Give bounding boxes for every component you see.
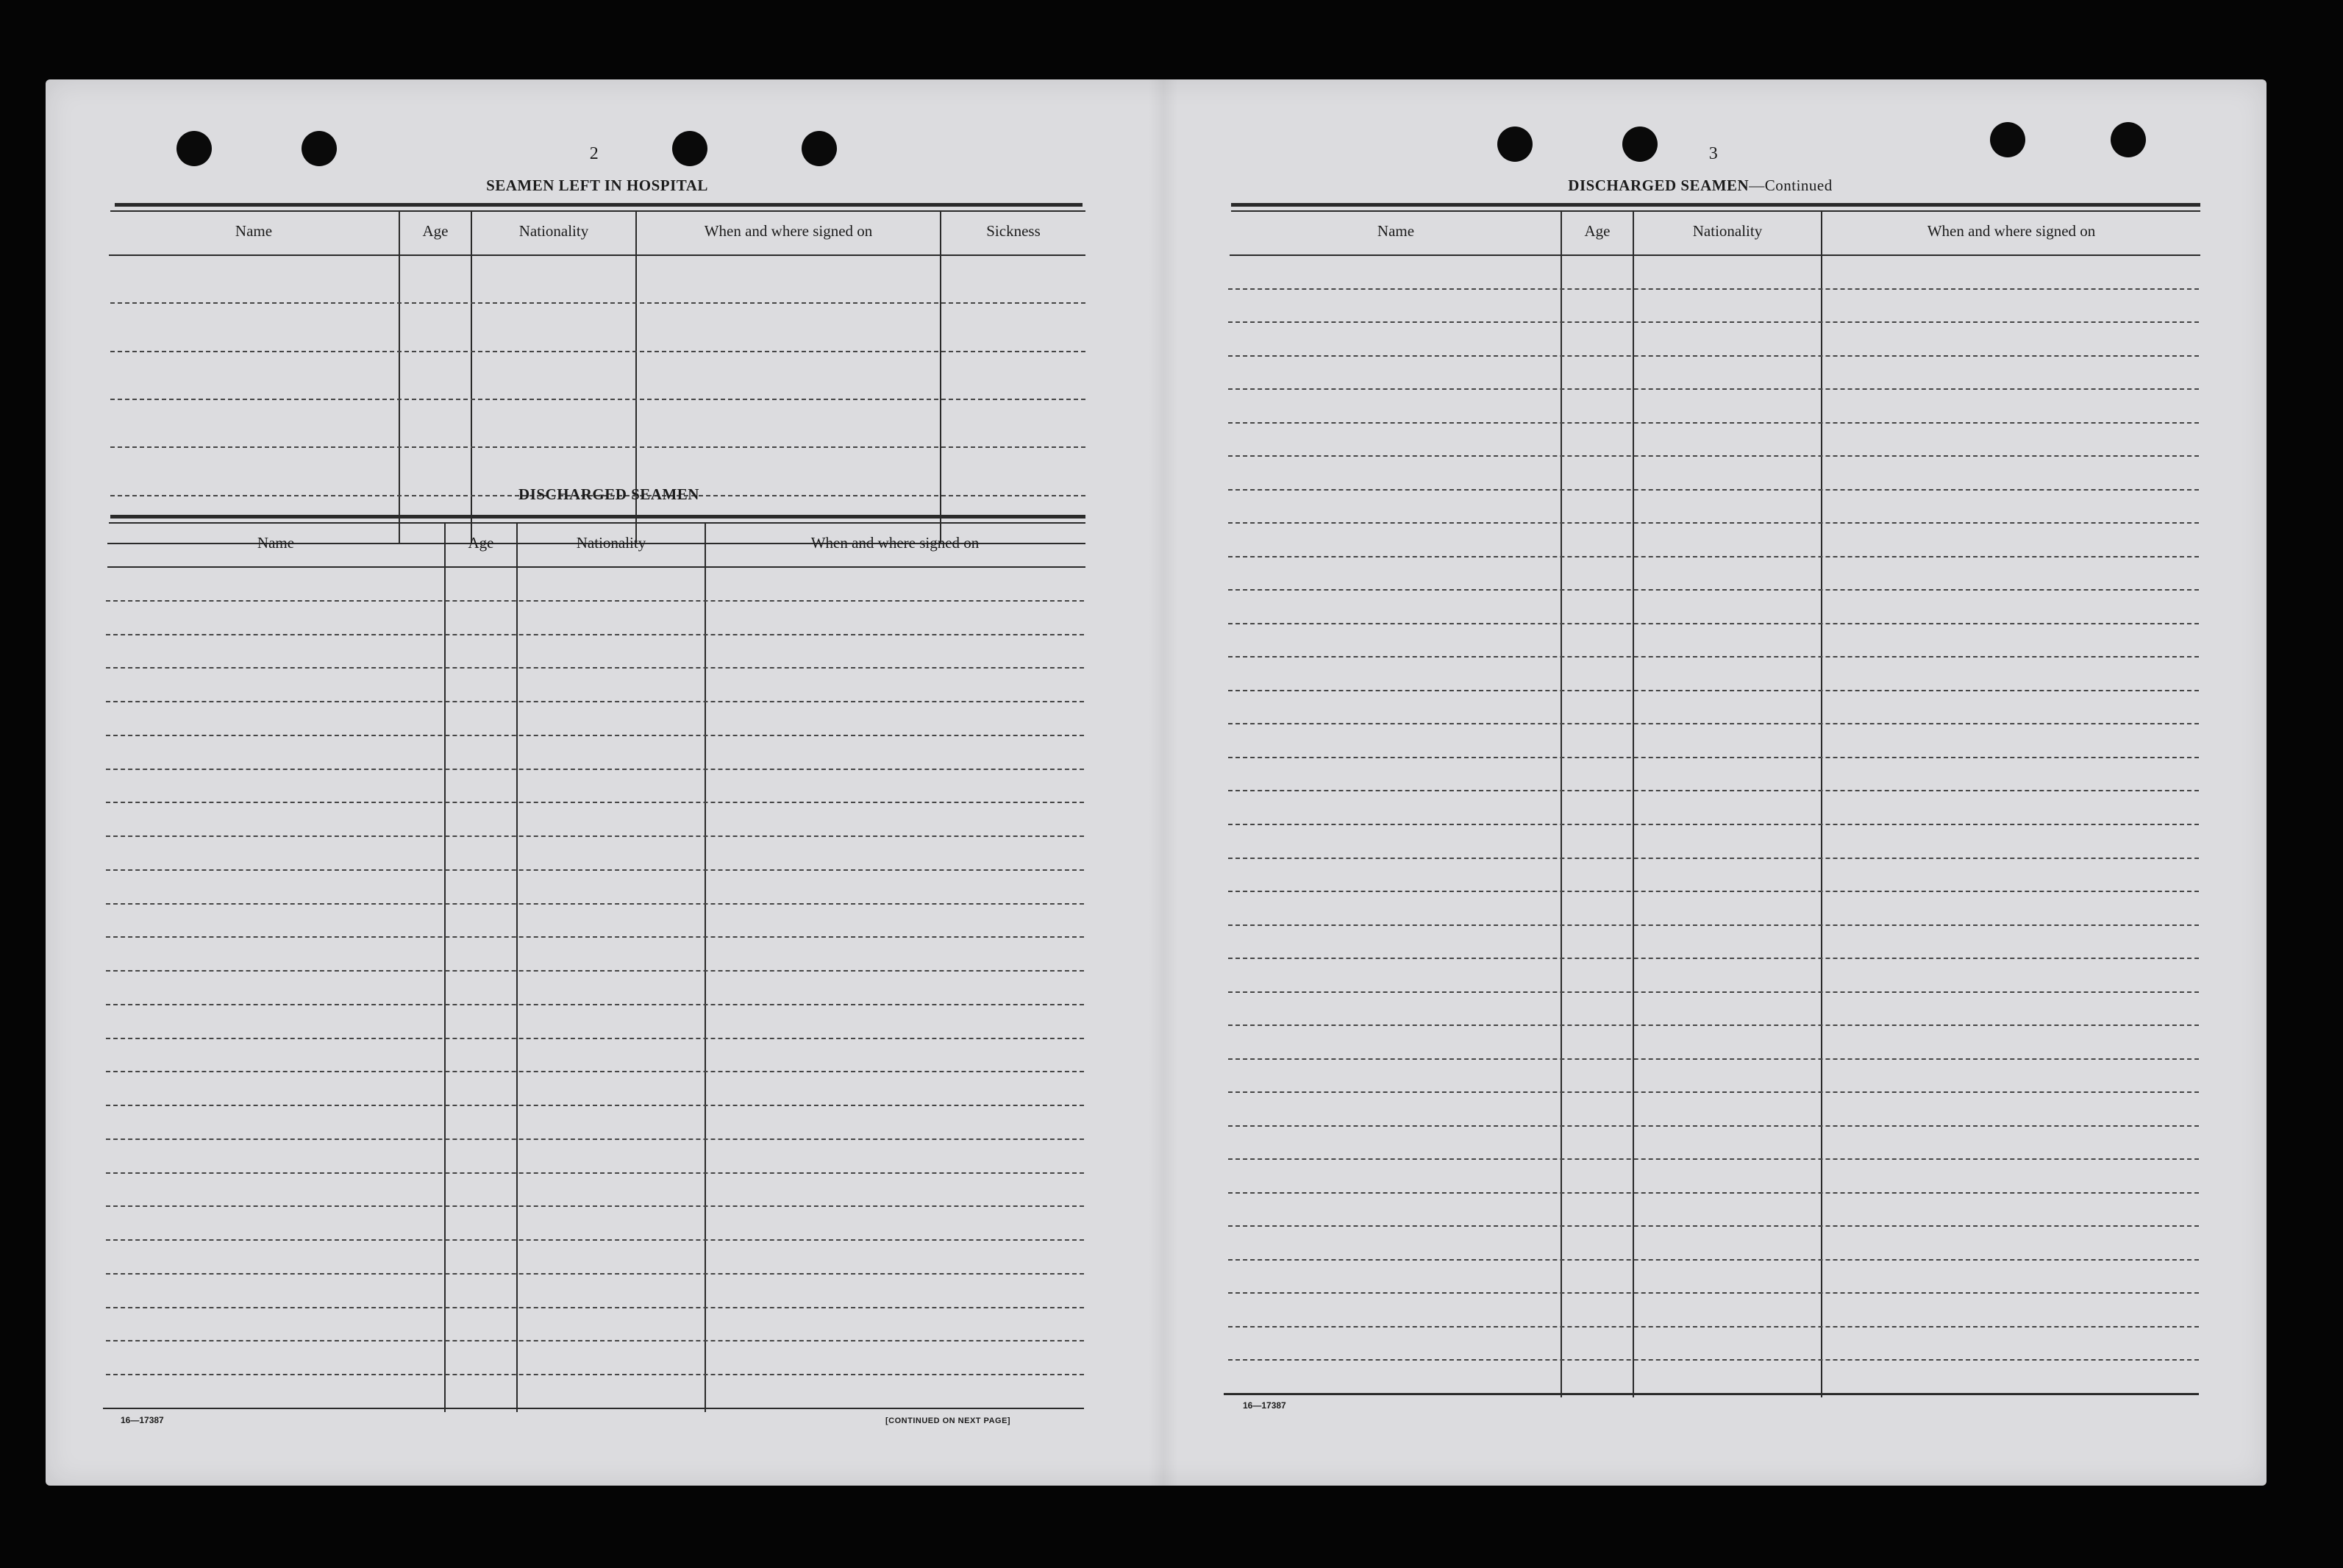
column-header: When and where signed on: [1927, 222, 2096, 240]
column-divider: [940, 212, 941, 543]
table-row: [106, 1340, 1084, 1341]
table-row: [1228, 1259, 2199, 1261]
title-suffix: —Continued: [1749, 177, 1833, 194]
table-row: [1228, 1326, 2199, 1328]
column-divider: [399, 212, 400, 543]
table-row: [106, 1273, 1084, 1275]
table-row: [110, 302, 1085, 304]
rule: [109, 254, 1085, 256]
table-row: [1228, 1125, 2199, 1127]
table-row: [1228, 991, 2199, 993]
punch-hole: [1497, 126, 1533, 162]
table-row: [1228, 522, 2199, 524]
page-fold: [1149, 79, 1178, 1486]
rule: [109, 522, 1085, 524]
table-row: [1228, 858, 2199, 859]
table-row: [106, 936, 1084, 938]
table-row: [1228, 422, 2199, 424]
table-row: [106, 1105, 1084, 1106]
table-row: [106, 1172, 1084, 1174]
continued-note: [CONTINUED ON NEXT PAGE]: [885, 1416, 1011, 1425]
discharged-section-title: DISCHARGED SEAMEN: [518, 485, 699, 503]
table-row: [1228, 1225, 2199, 1227]
table-row: [106, 735, 1084, 736]
table-row: [106, 600, 1084, 602]
table-row: [106, 1004, 1084, 1005]
rule: [110, 515, 1085, 518]
table-row: [1228, 1091, 2199, 1093]
table-row: [1228, 824, 2199, 825]
document-page: [46, 79, 2267, 1486]
table-row: [106, 634, 1084, 635]
table-row: [106, 701, 1084, 702]
page-number: 3: [1708, 144, 1719, 163]
column-header: Nationality: [576, 534, 646, 552]
table-row: [106, 835, 1084, 837]
table-row: [1228, 891, 2199, 892]
table-row: [110, 351, 1085, 352]
table-row: [106, 1205, 1084, 1207]
form-number: 16—17387: [121, 1415, 164, 1425]
table-row: [1228, 690, 2199, 691]
table-row: [110, 399, 1085, 400]
column-header: Name: [1377, 222, 1415, 240]
column-divider: [705, 524, 706, 1412]
table-row: [1228, 1292, 2199, 1294]
punch-hole: [302, 131, 337, 166]
column-header: Nationality: [1692, 222, 1763, 240]
table-row: [1228, 623, 2199, 624]
punch-hole: [1990, 122, 2025, 157]
rule: [107, 566, 1085, 568]
rule: [1231, 203, 2200, 207]
table-row: [106, 667, 1084, 669]
table-row: [1228, 656, 2199, 658]
discharged-continued-title: [1568, 177, 1832, 195]
table-row: [1228, 958, 2199, 959]
rule: [1231, 210, 2200, 212]
table-row: [106, 903, 1084, 905]
column-header: Name: [257, 534, 295, 552]
table-row: [1228, 556, 2199, 557]
rule: [103, 1408, 1084, 1409]
punch-hole: [176, 131, 212, 166]
title-main: DISCHARGED SEAMEN: [1568, 177, 1750, 194]
table-row: [1228, 1192, 2199, 1194]
table-row: [106, 970, 1084, 972]
column-divider: [471, 212, 472, 543]
table-row: [1228, 489, 2199, 491]
table-row: [1228, 589, 2199, 591]
table-row: [1228, 1158, 2199, 1160]
rule: [1230, 254, 2200, 256]
table-row: [1228, 723, 2199, 724]
column-header: When and where signed on: [810, 534, 980, 552]
table-row: [1228, 388, 2199, 390]
punch-hole: [1622, 126, 1658, 162]
table-row: [1228, 321, 2199, 323]
column-header: Nationality: [518, 222, 589, 240]
table-row: [106, 869, 1084, 871]
form-number: 16—17387: [1243, 1400, 1286, 1411]
table-row: [1228, 455, 2199, 457]
table-row: [106, 1374, 1084, 1375]
table-row: [106, 1239, 1084, 1241]
punch-hole: [672, 131, 707, 166]
rule: [1224, 1393, 2199, 1395]
table-row: [110, 446, 1085, 448]
table-row: [1228, 924, 2199, 926]
column-header: Age: [468, 534, 494, 552]
table-row: [1228, 757, 2199, 758]
table-row: [1228, 1024, 2199, 1026]
column-divider: [516, 524, 518, 1412]
punch-hole: [802, 131, 837, 166]
rule: [115, 203, 1083, 207]
table-row: [1228, 1359, 2199, 1361]
table-row: [1228, 1058, 2199, 1060]
column-header: Sickness: [986, 222, 1041, 240]
column-header: When and where signed on: [704, 222, 873, 240]
table-row: [106, 1038, 1084, 1039]
table-row: [106, 1071, 1084, 1072]
page-number: 2: [589, 144, 599, 163]
table-row: [1228, 288, 2199, 290]
table-row: [1228, 790, 2199, 791]
column-header: Age: [1584, 222, 1611, 240]
column-divider: [444, 524, 446, 1412]
table-row: [106, 802, 1084, 803]
punch-hole: [2111, 122, 2146, 157]
table-row: [106, 769, 1084, 770]
table-row: [106, 1307, 1084, 1308]
column-header: Age: [422, 222, 449, 240]
table-row: [1228, 355, 2199, 357]
table-row: [106, 1138, 1084, 1140]
hospital-section-title: SEAMEN LEFT IN HOSPITAL: [486, 177, 708, 194]
column-header: Name: [235, 222, 273, 240]
